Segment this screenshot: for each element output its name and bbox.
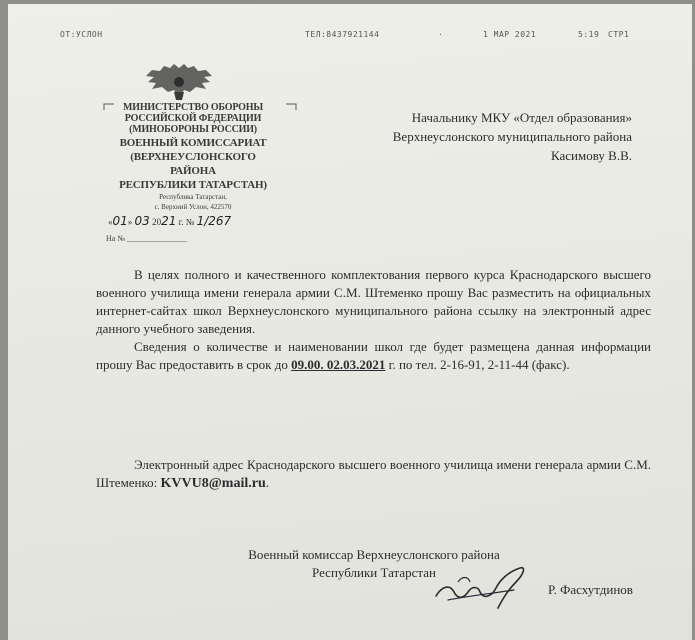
- handwritten-signature: [428, 562, 538, 612]
- body-paragraph-2: [96, 338, 651, 374]
- paragraph-2-start: Сведения о количестве и наименовании школ где будет размещена данная информации прошу Вас предоставить в срок до: [96, 339, 651, 372]
- registration-line: «01» 03 2021 г. № 1/267: [108, 214, 232, 228]
- address-line-1: Республика Татарстан,: [159, 193, 227, 201]
- signer-name: Р. Фасхутдинов: [548, 582, 633, 597]
- paragraph-2-end: г. по тел. 2-16-91, 2-11-44 (факс).: [385, 357, 570, 372]
- fax-time: 5:19: [578, 30, 600, 39]
- ref-label: На №: [106, 234, 125, 243]
- fax-dot: ·: [438, 30, 444, 39]
- address-line-2: с. Верхний Услон, 422570: [154, 203, 232, 211]
- eagle-emblem-icon: [134, 62, 224, 102]
- fax-tel: ТЕЛ:8437921144: [305, 30, 380, 39]
- addressee-line-3: Касимову В.В.: [550, 148, 632, 163]
- signatory-title-line-1: Военный комиссар Верхнеуслонского района: [248, 547, 500, 562]
- fax-header: [60, 30, 670, 44]
- signatory-title-line-2: Республики Татарстан: [312, 565, 436, 580]
- ministry-line-3: (МИНОБОРОНЫ РОССИИ): [129, 124, 257, 135]
- letter-body: [96, 266, 651, 374]
- addressee-block: [302, 108, 632, 165]
- ministry-line-2: РОССИЙСКОЙ ФЕДЕРАЦИИ: [124, 113, 262, 124]
- document-page: [8, 4, 692, 640]
- paragraph-3-start: Электронный адрес Краснодарского высшего военного училища имени генерала армии С.М. Штеменко:: [96, 457, 651, 490]
- reg-year-label: г. №: [178, 217, 195, 227]
- reference-line: На № _______________: [106, 234, 187, 243]
- office-line-4: РЕСПУБЛИКИ ТАТАРСТАН): [119, 179, 267, 191]
- fax-date: 1 МАР 2021: [483, 30, 537, 39]
- email-paragraph: [96, 456, 651, 493]
- deadline-date: 09.00. 02.03.2021: [291, 357, 386, 372]
- paragraph-3-end: .: [265, 475, 269, 490]
- fax-page: СТР1: [608, 30, 630, 39]
- office-line-1: ВОЕННЫЙ КОМИССАРИАТ: [119, 137, 267, 149]
- fax-from: ОТ:УСЛОН: [60, 30, 103, 39]
- office-line-3: РАЙОНА: [170, 165, 216, 177]
- body-paragraph-1: В целях полного и качественного комплектования первого курса Краснодарского высшего военного училища имени генерала армии С.М. Штеменко прошу Вас разместить на официальных интернет-сайтах школ Верхнеуслонского муниципального района ссылку на электронный адрес данного учебного заведения.: [96, 267, 651, 336]
- addressee-line-1: Начальнику МКУ «Отдел образования»: [411, 110, 632, 125]
- stamp-frame: [100, 100, 300, 210]
- addressee-line-2: Верхнеуслонского муниципального района: [392, 129, 632, 144]
- reg-year-prefix: 20: [152, 217, 162, 227]
- office-line-2: (ВЕРХНЕУСЛОНСКОГО: [130, 151, 256, 163]
- email-address: KVVU8@mail.ru: [160, 476, 266, 491]
- reg-month: 03: [134, 214, 150, 228]
- reg-day: 01: [112, 214, 128, 228]
- reg-year-suffix: 21: [161, 214, 177, 228]
- reg-number: 1/267: [196, 214, 232, 228]
- ministry-line-1: МИНИСТЕРСТВО ОБОРОНЫ: [123, 102, 263, 113]
